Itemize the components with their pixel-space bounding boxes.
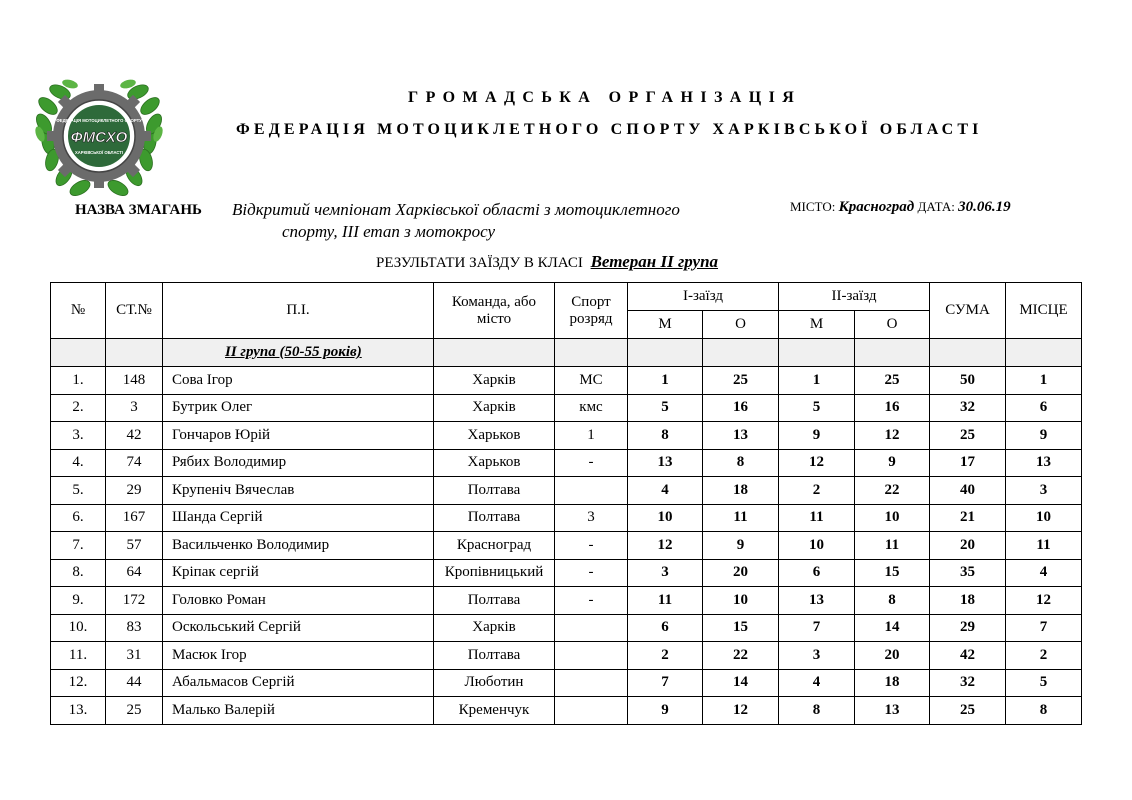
cell-race2-m: 11 <box>779 504 855 532</box>
table-row <box>51 669 1082 697</box>
cell-team: Харьков <box>434 422 555 450</box>
cell-sum: 18 <box>930 587 1006 615</box>
cell-race2-m: 3 <box>779 642 855 670</box>
cell-race2-o: 14 <box>855 614 930 642</box>
cell-race1-o: 8 <box>703 449 779 477</box>
cell-num: 7. <box>51 532 106 560</box>
cell-team: Харків <box>434 394 555 422</box>
city-value: Красноград <box>838 199 915 215</box>
competition-name-line2: спорту, ІІІ етап з мотокросу <box>282 222 496 241</box>
cell-team: Полтава <box>434 504 555 532</box>
table-header-row <box>51 283 1082 311</box>
cell-place: 3 <box>1006 477 1082 505</box>
city-label: МІСТО: <box>790 199 836 214</box>
header-rank: Спорт розряд <box>555 283 628 339</box>
header-name: П.І. <box>163 283 434 339</box>
federation-title: ФЕДЕРАЦІЯ МОТОЦИКЛЕТНОГО СПОРТУ ХАРКІВСЬКОЇ ОБЛАСТІ <box>236 121 983 138</box>
cell-race1-o: 11 <box>703 504 779 532</box>
cell-num: 9. <box>51 587 106 615</box>
cell-team: Кременчук <box>434 697 555 725</box>
cell-race2-m: 9 <box>779 422 855 450</box>
cell-race2-m: 7 <box>779 614 855 642</box>
cell-start-num: 42 <box>106 422 163 450</box>
cell-start-num: 148 <box>106 367 163 395</box>
cell-team: Красноград <box>434 532 555 560</box>
cell-team: Люботин <box>434 669 555 697</box>
cell-place: 13 <box>1006 449 1082 477</box>
cell-num: 12. <box>51 669 106 697</box>
cell-name: Масюк Ігор <box>163 642 434 670</box>
cell-start-num: 57 <box>106 532 163 560</box>
cell-race1-o: 22 <box>703 642 779 670</box>
results-heading <box>376 252 718 272</box>
cell-race2-m: 10 <box>779 532 855 560</box>
cell-sum: 32 <box>930 394 1006 422</box>
logo-text-bottom: ХАРКІВСЬКОЇ ОБЛАСТІ <box>74 150 124 155</box>
cell-sum: 20 <box>930 532 1006 560</box>
cell-race2-o: 8 <box>855 587 930 615</box>
table-row <box>51 697 1082 725</box>
header-race2: ІІ-заїзд <box>779 283 930 311</box>
cell-num: 11. <box>51 642 106 670</box>
cell-start-num: 44 <box>106 669 163 697</box>
cell-place: 4 <box>1006 559 1082 587</box>
cell-name: Головко Роман <box>163 587 434 615</box>
cell-start-num: 31 <box>106 642 163 670</box>
cell-name: Кріпак сергій <box>163 559 434 587</box>
cell-place: 6 <box>1006 394 1082 422</box>
cell-race1-o: 15 <box>703 614 779 642</box>
cell-race2-o: 13 <box>855 697 930 725</box>
cell-rank: - <box>555 587 628 615</box>
class-name: Ветеран ІІ група <box>590 252 719 271</box>
cell-num: 10. <box>51 614 106 642</box>
cell-name: Бутрик Олег <box>163 394 434 422</box>
cell-race2-o: 22 <box>855 477 930 505</box>
cell-rank <box>555 614 628 642</box>
header-start-num: СТ.№ <box>106 283 163 339</box>
cell-race1-o: 16 <box>703 394 779 422</box>
cell-num: 4. <box>51 449 106 477</box>
cell-start-num: 64 <box>106 559 163 587</box>
header-race1: І-заїзд <box>628 283 779 311</box>
table-row <box>51 532 1082 560</box>
cell-num: 6. <box>51 504 106 532</box>
cell-race1-o: 20 <box>703 559 779 587</box>
cell-race2-m: 4 <box>779 669 855 697</box>
cell-race2-o: 10 <box>855 504 930 532</box>
table-row <box>51 504 1082 532</box>
cell-sum: 50 <box>930 367 1006 395</box>
header-race1-o: О <box>703 311 779 339</box>
cell-place: 2 <box>1006 642 1082 670</box>
cell-race2-o: 12 <box>855 422 930 450</box>
cell-rank <box>555 669 628 697</box>
cell-team: Харьков <box>434 449 555 477</box>
cell-sum: 32 <box>930 669 1006 697</box>
cell-name: Васильченко Володимир <box>163 532 434 560</box>
organization-title: ГРОМАДСЬКА ОРГАНІЗАЦІЯ <box>408 89 802 106</box>
cell-rank: кмс <box>555 394 628 422</box>
cell-race1-m: 1 <box>628 367 703 395</box>
cell-team: Харків <box>434 614 555 642</box>
cell-race1-m: 3 <box>628 559 703 587</box>
cell-place: 9 <box>1006 422 1082 450</box>
header-race1-m: М <box>628 311 703 339</box>
cell-num: 13. <box>51 697 106 725</box>
header-race2-o: О <box>855 311 930 339</box>
table-row <box>51 367 1082 395</box>
cell-race2-m: 2 <box>779 477 855 505</box>
cell-start-num: 74 <box>106 449 163 477</box>
cell-num: 2. <box>51 394 106 422</box>
cell-race2-o: 16 <box>855 394 930 422</box>
cell-race2-o: 18 <box>855 669 930 697</box>
cell-race1-m: 2 <box>628 642 703 670</box>
cell-race2-m: 13 <box>779 587 855 615</box>
cell-sum: 25 <box>930 422 1006 450</box>
cell-sum: 35 <box>930 559 1006 587</box>
cell-name: Рябих Володимир <box>163 449 434 477</box>
cell-race1-m: 4 <box>628 477 703 505</box>
cell-race1-m: 10 <box>628 504 703 532</box>
cell-rank: МС <box>555 367 628 395</box>
cell-name: Гончаров Юрій <box>163 422 434 450</box>
cell-team: Кропівницький <box>434 559 555 587</box>
cell-start-num: 25 <box>106 697 163 725</box>
cell-race1-m: 11 <box>628 587 703 615</box>
cell-race2-o: 25 <box>855 367 930 395</box>
header-num: № <box>51 283 106 339</box>
cell-num: 5. <box>51 477 106 505</box>
cell-rank <box>555 697 628 725</box>
cell-num: 8. <box>51 559 106 587</box>
table-row <box>51 614 1082 642</box>
cell-rank: 3 <box>555 504 628 532</box>
cell-rank: - <box>555 559 628 587</box>
cell-race2-m: 6 <box>779 559 855 587</box>
cell-sum: 25 <box>930 697 1006 725</box>
cell-place: 11 <box>1006 532 1082 560</box>
cell-race1-o: 9 <box>703 532 779 560</box>
cell-rank <box>555 477 628 505</box>
cell-sum: 21 <box>930 504 1006 532</box>
header-race2-m: М <box>779 311 855 339</box>
cell-place: 8 <box>1006 697 1082 725</box>
table-row <box>51 559 1082 587</box>
cell-race2-m: 5 <box>779 394 855 422</box>
cell-sum: 29 <box>930 614 1006 642</box>
cell-start-num: 3 <box>106 394 163 422</box>
cell-race2-o: 15 <box>855 559 930 587</box>
federation-logo <box>30 72 168 202</box>
cell-race1-m: 5 <box>628 394 703 422</box>
logo-text-top: ФЕДЕРАЦІЯ МОТОЦИКЛЕТНОГО СПОРТУ <box>56 118 142 123</box>
cell-race2-o: 11 <box>855 532 930 560</box>
table-row <box>51 394 1082 422</box>
date-label: ДАТА: <box>917 199 955 214</box>
cell-name: Оскольський Сергій <box>163 614 434 642</box>
cell-name: Сова Ігор <box>163 367 434 395</box>
header-sum: СУМА <box>930 283 1006 339</box>
cell-race1-o: 25 <box>703 367 779 395</box>
logo-abbreviation: ФМСХО <box>70 129 128 146</box>
cell-race1-m: 9 <box>628 697 703 725</box>
header-place: МІСЦЕ <box>1006 283 1082 339</box>
cell-num: 3. <box>51 422 106 450</box>
cell-race2-m: 1 <box>779 367 855 395</box>
competition-name-line1: Відкритий чемпіонат Харківської області з мотоциклетного <box>232 200 680 219</box>
competition-name <box>232 199 752 243</box>
cell-race1-m: 13 <box>628 449 703 477</box>
date-value: 30.06.19 <box>958 199 1011 215</box>
cell-sum: 42 <box>930 642 1006 670</box>
cell-race1-o: 10 <box>703 587 779 615</box>
cell-rank: - <box>555 532 628 560</box>
cell-place: 12 <box>1006 587 1082 615</box>
table-row <box>51 587 1082 615</box>
cell-race1-o: 13 <box>703 422 779 450</box>
cell-team: Полтава <box>434 642 555 670</box>
group-row <box>51 339 1082 367</box>
cell-start-num: 29 <box>106 477 163 505</box>
cell-team: Харків <box>434 367 555 395</box>
cell-place: 5 <box>1006 669 1082 697</box>
table-row <box>51 477 1082 505</box>
cell-team: Полтава <box>434 477 555 505</box>
cell-race1-m: 7 <box>628 669 703 697</box>
cell-race1-o: 18 <box>703 477 779 505</box>
cell-race2-o: 9 <box>855 449 930 477</box>
cell-team: Полтава <box>434 587 555 615</box>
cell-start-num: 167 <box>106 504 163 532</box>
table-row <box>51 449 1082 477</box>
group-label: ІІ група (50-55 років) <box>225 344 362 360</box>
results-table <box>50 282 1082 725</box>
cell-name: Шанда Сергій <box>163 504 434 532</box>
competition-label: НАЗВА ЗМАГАНЬ <box>75 202 202 218</box>
header-team: Команда, або місто <box>434 283 555 339</box>
results-title: РЕЗУЛЬТАТИ ЗАЇЗДУ В КЛАСІ <box>376 255 583 271</box>
cell-race1-m: 8 <box>628 422 703 450</box>
cell-race1-m: 6 <box>628 614 703 642</box>
cell-start-num: 172 <box>106 587 163 615</box>
city-date <box>790 199 1011 216</box>
table-row <box>51 422 1082 450</box>
cell-sum: 40 <box>930 477 1006 505</box>
cell-race2-m: 8 <box>779 697 855 725</box>
cell-num: 1. <box>51 367 106 395</box>
cell-sum: 17 <box>930 449 1006 477</box>
cell-race2-o: 20 <box>855 642 930 670</box>
cell-race1-m: 12 <box>628 532 703 560</box>
cell-place: 7 <box>1006 614 1082 642</box>
cell-rank: - <box>555 449 628 477</box>
cell-race2-m: 12 <box>779 449 855 477</box>
cell-place: 10 <box>1006 504 1082 532</box>
cell-race1-o: 14 <box>703 669 779 697</box>
cell-rank <box>555 642 628 670</box>
cell-name: Крупеніч Вячеслав <box>163 477 434 505</box>
cell-race1-o: 12 <box>703 697 779 725</box>
cell-start-num: 83 <box>106 614 163 642</box>
table-row <box>51 642 1082 670</box>
cell-name: Абальмасов Сергій <box>163 669 434 697</box>
cell-rank: 1 <box>555 422 628 450</box>
cell-place: 1 <box>1006 367 1082 395</box>
cell-name: Малько Валерій <box>163 697 434 725</box>
